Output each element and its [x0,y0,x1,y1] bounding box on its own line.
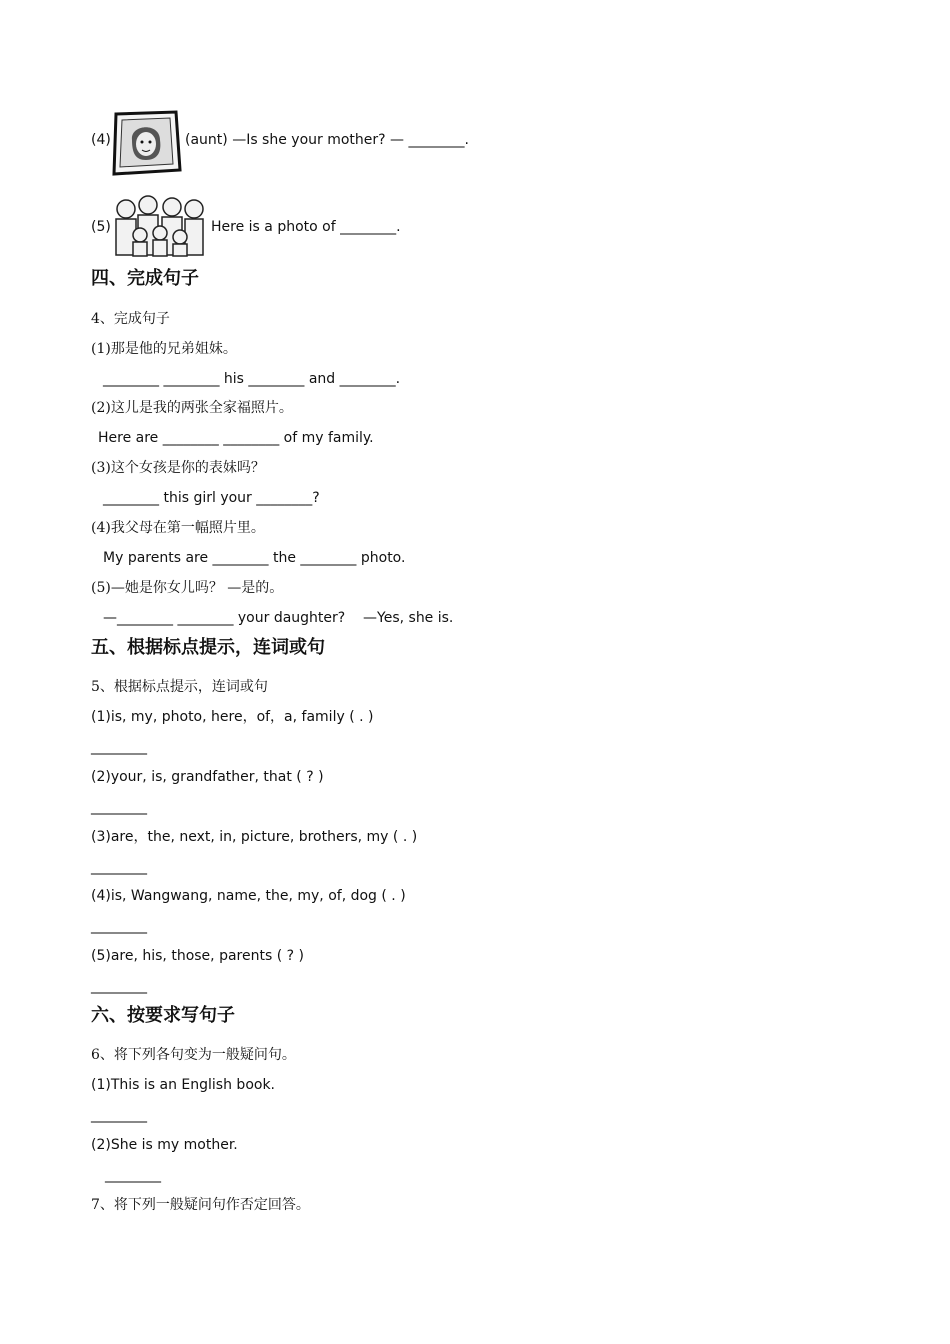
s4-item3-cn: (3)这个女孩是你的表妹吗？ [91,460,265,476]
section7-intro: 7、将下列一般疑问句作否定回答。 [91,1197,310,1213]
s5-item2-question: (2)your, is, grandfather, that ( ? ) [91,769,324,785]
s4-item5-en: —________ ________ your daughter? —Yes, she is. [103,610,454,626]
q4-text: (aunt) —Is she your mother? — ________. [185,132,469,148]
section4-intro: 4、完成句子 [91,311,170,327]
s5-item2-blank: ________ [91,799,147,815]
s5-item3-question: (3)are，the, next, in, picture, brothers, my ( . ) [91,829,418,845]
section4-heading: 四、完成句子 [91,268,199,289]
s4-item4-cn: (4)我父母在第一幅照片里。 [91,520,265,536]
s4-item5-cn: (5)—她是你女儿吗？ —是的。 [91,580,284,596]
s5-item3-blank: ________ [91,859,147,875]
section5-intro: 5、根据标点提示，连词或句 [91,679,268,695]
section5-heading: 五、根据标点提示，连词或句 [91,637,325,658]
s4-item3-en: ________ this girl your ________? [103,490,320,506]
section6-intro: 6、将下列各句变为一般疑问句。 [91,1047,296,1063]
q5-text: Here is a photo of ________. [211,219,401,235]
s6-item1-question: (1)This is an English book. [91,1077,276,1093]
s5-item1-blank: ________ [91,739,147,755]
s5-item4-blank: ________ [91,918,147,934]
s6-item2-question: (2)She is my mother. [91,1137,238,1153]
s4-item1-cn: (1)那是他的兄弟姐妹。 [91,341,237,357]
q5-number: (5) [91,219,111,235]
s6-item1-blank: ________ [91,1107,147,1123]
q4-number: (4) [91,132,111,148]
section6-heading: 六、按要求写句子 [91,1005,235,1026]
s4-item4-en: My parents are ________ the ________ photo. [103,550,406,566]
s5-item5-blank: ________ [91,978,147,994]
s6-item2-blank: ________ [105,1167,161,1183]
s4-item2-cn: (2)这儿是我的两张全家福照片。 [91,400,293,416]
s4-item2-en: Here are ________ ________ of my family. [98,430,374,446]
s5-item4-question: (4)is, Wangwang, name, the, my, of, dog ( . ) [91,888,406,904]
s5-item1-question: (1)is, my, photo, here，of，a, family ( . ) [91,709,374,725]
s4-item1-en: ________ ________ his ________ and ________. [103,371,401,387]
woman-portrait-photo-icon [110,110,182,176]
family-group-drawing-icon [110,195,208,261]
s5-item5-question: (5)are, his, those, parents ( ? ) [91,948,304,964]
